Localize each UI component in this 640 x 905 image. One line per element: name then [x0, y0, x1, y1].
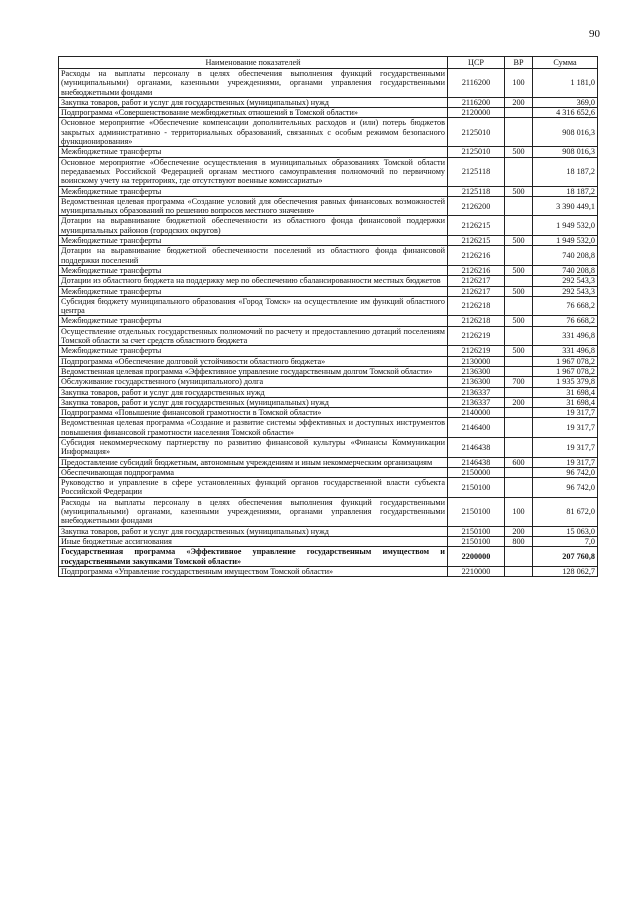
row-csr: 2125010 — [448, 118, 505, 147]
row-vr — [505, 118, 533, 147]
row-vr: 600 — [505, 457, 533, 467]
row-csr: 2150100 — [448, 497, 505, 526]
row-sum: 1 967 078,2 — [533, 356, 598, 366]
row-csr: 2126216 — [448, 265, 505, 275]
row-sum: 96 742,0 — [533, 478, 598, 498]
row-vr — [505, 108, 533, 118]
table-row — [59, 296, 598, 316]
row-name: Межбюджетные трансферты — [59, 147, 448, 157]
row-name: Предоставление субсидий бюджетным, автономным учреждениям и иным некоммерческим организациям — [59, 457, 448, 467]
row-sum: 31 698,4 — [533, 387, 598, 397]
row-sum: 19 317,7 — [533, 437, 598, 457]
row-vr: 100 — [505, 69, 533, 98]
table-row — [59, 437, 598, 457]
row-csr: 2125118 — [448, 157, 505, 186]
budget-table — [58, 56, 598, 577]
row-csr: 2126218 — [448, 316, 505, 326]
table-row — [59, 147, 598, 157]
row-vr — [505, 408, 533, 418]
row-csr: 2116200 — [448, 97, 505, 107]
row-vr — [505, 216, 533, 236]
row-sum: 81 672,0 — [533, 497, 598, 526]
row-vr: 200 — [505, 397, 533, 407]
row-sum: 18 187,2 — [533, 186, 598, 196]
row-csr: 2126216 — [448, 246, 505, 266]
row-sum: 207 760,8 — [533, 547, 598, 567]
table-row — [59, 216, 598, 236]
row-sum: 19 317,7 — [533, 457, 598, 467]
row-csr: 2146400 — [448, 418, 505, 438]
row-vr: 100 — [505, 497, 533, 526]
row-sum: 1 935 379,8 — [533, 377, 598, 387]
table-row — [59, 457, 598, 467]
row-name: Межбюджетные трансферты — [59, 186, 448, 196]
table-row — [59, 346, 598, 356]
row-csr: 2140000 — [448, 408, 505, 418]
row-sum: 331 496,8 — [533, 326, 598, 346]
row-name: Осуществление отдельных государственных полномочий по расчету и предоставлению дотаций поселениям Томской области за счет средств областного бюджета — [59, 326, 448, 346]
row-sum: 18 187,2 — [533, 157, 598, 186]
row-csr: 2150100 — [448, 526, 505, 536]
row-vr: 500 — [505, 286, 533, 296]
table-row — [59, 236, 598, 246]
table-row — [59, 418, 598, 438]
row-csr: 2116200 — [448, 69, 505, 98]
row-name: Подпрограмма «Совершенствование межбюджетных отношений в Томской области» — [59, 108, 448, 118]
row-name: Дотации на выравнивание бюджетной обеспеченности поселений из областного фонда финансовой поддержки поселений — [59, 246, 448, 266]
table-row — [59, 326, 598, 346]
row-sum: 292 543,3 — [533, 286, 598, 296]
row-sum: 19 317,7 — [533, 418, 598, 438]
row-name: Основное мероприятие «Обеспечение осуществления в муниципальных образованиях Томской области передаваемых Российской Федерацией органам местного самоуправления полномочий по первичному воинскому учету на территориях, где отсутствуют военные комиссариаты» — [59, 157, 448, 186]
row-vr — [505, 246, 533, 266]
row-name: Расходы на выплаты персоналу в целях обеспечения выполнения функций государственными (муниципальными) органами, казенными учреждениями, органами управления государственными внебюджетными фондами — [59, 497, 448, 526]
row-name: Руководство и управление в сфере установленных функций органов государственной власти субъекта Российской Федерации — [59, 478, 448, 498]
row-name: Ведомственная целевая программа «Эффективное управление государственным долгом Томской области» — [59, 366, 448, 376]
row-name: Межбюджетные трансферты — [59, 286, 448, 296]
row-name: Подпрограмма «Обеспечение долговой устойчивости областного бюджета» — [59, 356, 448, 366]
row-sum: 1 181,0 — [533, 69, 598, 98]
row-csr: 2120000 — [448, 108, 505, 118]
row-csr: 2126219 — [448, 326, 505, 346]
table-row — [59, 478, 598, 498]
row-name: Дотации из областного бюджета на поддержку мер по обеспечению сбалансированности местных бюджетов — [59, 276, 448, 286]
row-name: Дотации на выравнивание бюджетной обеспеченности из областного фонда финансовой поддержки муниципальных районов (городских округов) — [59, 216, 448, 236]
row-sum: 369,0 — [533, 97, 598, 107]
row-name: Обслуживание государственного (муниципального) долга — [59, 377, 448, 387]
table-row — [59, 97, 598, 107]
row-sum: 292 543,3 — [533, 276, 598, 286]
row-name: Иные бюджетные ассигнования — [59, 536, 448, 546]
row-csr: 2136337 — [448, 397, 505, 407]
row-vr: 700 — [505, 377, 533, 387]
row-name: Субсидия некоммерческому партнерству по развитию финансовой культуры «Финансы Коммуникации Информация» — [59, 437, 448, 457]
table-row — [59, 566, 598, 576]
row-csr: 2150100 — [448, 478, 505, 498]
row-vr — [505, 437, 533, 457]
table-row — [59, 356, 598, 366]
table-row — [59, 366, 598, 376]
row-name: Государственная программа «Эффективное управление государственным имуществом и государственными закупками Томской области» — [59, 547, 448, 567]
header-name: Наименование показателей — [59, 57, 448, 69]
page-number: 90 — [589, 28, 600, 40]
row-sum: 19 317,7 — [533, 408, 598, 418]
row-sum: 4 316 652,6 — [533, 108, 598, 118]
table-row — [59, 536, 598, 546]
row-vr: 500 — [505, 346, 533, 356]
row-sum: 740 208,8 — [533, 265, 598, 275]
row-name: Межбюджетные трансферты — [59, 265, 448, 275]
row-name: Обеспечивающая подпрограмма — [59, 467, 448, 477]
row-csr: 2146438 — [448, 457, 505, 467]
row-csr: 2126217 — [448, 276, 505, 286]
table-row — [59, 286, 598, 296]
row-vr — [505, 387, 533, 397]
row-vr: 800 — [505, 536, 533, 546]
table-row — [59, 467, 598, 477]
row-sum: 740 208,8 — [533, 246, 598, 266]
row-name: Межбюджетные трансферты — [59, 236, 448, 246]
row-csr: 2200000 — [448, 547, 505, 567]
row-csr: 2125118 — [448, 186, 505, 196]
header-vr: ВР — [505, 57, 533, 69]
row-csr: 2150100 — [448, 536, 505, 546]
header-csr: ЦСР — [448, 57, 505, 69]
table-row — [59, 387, 598, 397]
row-sum: 3 390 449,1 — [533, 196, 598, 216]
row-vr: 200 — [505, 526, 533, 536]
row-csr: 2126217 — [448, 286, 505, 296]
row-sum: 128 062,7 — [533, 566, 598, 576]
row-sum: 76 668,2 — [533, 296, 598, 316]
row-name: Закупка товаров, работ и услуг для государственных нужд — [59, 387, 448, 397]
row-vr — [505, 566, 533, 576]
table-row — [59, 265, 598, 275]
row-csr: 2126215 — [448, 236, 505, 246]
row-vr — [505, 467, 533, 477]
row-name: Межбюджетные трансферты — [59, 346, 448, 356]
row-name: Закупка товаров, работ и услуг для государственных (муниципальных) нужд — [59, 397, 448, 407]
row-sum: 908 016,3 — [533, 147, 598, 157]
row-vr: 500 — [505, 147, 533, 157]
table-row — [59, 118, 598, 147]
row-vr — [505, 478, 533, 498]
row-csr: 2150000 — [448, 467, 505, 477]
row-name: Межбюджетные трансферты — [59, 316, 448, 326]
row-csr: 2126215 — [448, 216, 505, 236]
table-header-row — [59, 57, 598, 69]
row-name: Ведомственная целевая программа «Создание условий для обеспечения равных финансовых возможностей муниципальных образований по решению вопросов местного значения» — [59, 196, 448, 216]
row-sum: 331 496,8 — [533, 346, 598, 356]
table-row — [59, 397, 598, 407]
row-sum: 908 016,3 — [533, 118, 598, 147]
row-name: Основное мероприятие «Обеспечение компенсации дополнительных расходов и (или) потерь бюджетов закрытых административно - территориальных образований, связанных с особым режимом безопасного функционирования» — [59, 118, 448, 147]
row-vr — [505, 276, 533, 286]
row-csr: 2136300 — [448, 377, 505, 387]
row-vr — [505, 296, 533, 316]
row-csr: 2125010 — [448, 147, 505, 157]
row-csr: 2136300 — [448, 366, 505, 376]
row-csr: 2126200 — [448, 196, 505, 216]
table-row — [59, 108, 598, 118]
table-row — [59, 526, 598, 536]
row-vr — [505, 418, 533, 438]
row-csr: 2146438 — [448, 437, 505, 457]
table-row — [59, 547, 598, 567]
row-vr — [505, 356, 533, 366]
row-sum: 7,0 — [533, 536, 598, 546]
row-vr: 500 — [505, 265, 533, 275]
row-name: Ведомственная целевая программа «Создание и развитие системы эффективных и доступных инструментов повышения финансовой грамотности населения Томской области» — [59, 418, 448, 438]
row-csr: 2136337 — [448, 387, 505, 397]
table-row — [59, 186, 598, 196]
row-name: Подпрограмма «Повышение финансовой грамотности в Томской области» — [59, 408, 448, 418]
row-vr — [505, 196, 533, 216]
row-csr: 2126218 — [448, 296, 505, 316]
row-vr — [505, 547, 533, 567]
table-row — [59, 69, 598, 98]
row-name: Расходы на выплаты персоналу в целях обеспечения выполнения функций государственными (муниципальными) органами, казенными учреждениями, органами управления государственными внебюджетными фондами — [59, 69, 448, 98]
row-vr: 500 — [505, 186, 533, 196]
row-vr: 500 — [505, 236, 533, 246]
table-row — [59, 246, 598, 266]
row-sum: 1 967 078,2 — [533, 366, 598, 376]
row-name: Закупка товаров, работ и услуг для государственных (муниципальных) нужд — [59, 526, 448, 536]
row-sum: 1 949 532,0 — [533, 236, 598, 246]
row-name: Подпрограмма «Управление государственным имуществом Томской области» — [59, 566, 448, 576]
table-row — [59, 377, 598, 387]
row-name: Закупка товаров, работ и услуг для государственных (муниципальных) нужд — [59, 97, 448, 107]
header-sum: Сумма — [533, 57, 598, 69]
table-row — [59, 408, 598, 418]
table-body — [59, 69, 598, 577]
table-row — [59, 497, 598, 526]
row-csr: 2210000 — [448, 566, 505, 576]
row-vr: 200 — [505, 97, 533, 107]
row-csr: 2126219 — [448, 346, 505, 356]
row-vr: 500 — [505, 316, 533, 326]
row-vr — [505, 326, 533, 346]
table-row — [59, 196, 598, 216]
row-sum: 31 698,4 — [533, 397, 598, 407]
row-sum: 1 949 532,0 — [533, 216, 598, 236]
row-name: Субсидия бюджету муниципального образования «Город Томск» на осуществление им функций областного центра — [59, 296, 448, 316]
table-row — [59, 276, 598, 286]
table-row — [59, 157, 598, 186]
row-sum: 96 742,0 — [533, 467, 598, 477]
row-vr — [505, 366, 533, 376]
row-csr: 2130000 — [448, 356, 505, 366]
row-vr — [505, 157, 533, 186]
table-row — [59, 316, 598, 326]
row-sum: 15 063,0 — [533, 526, 598, 536]
row-sum: 76 668,2 — [533, 316, 598, 326]
